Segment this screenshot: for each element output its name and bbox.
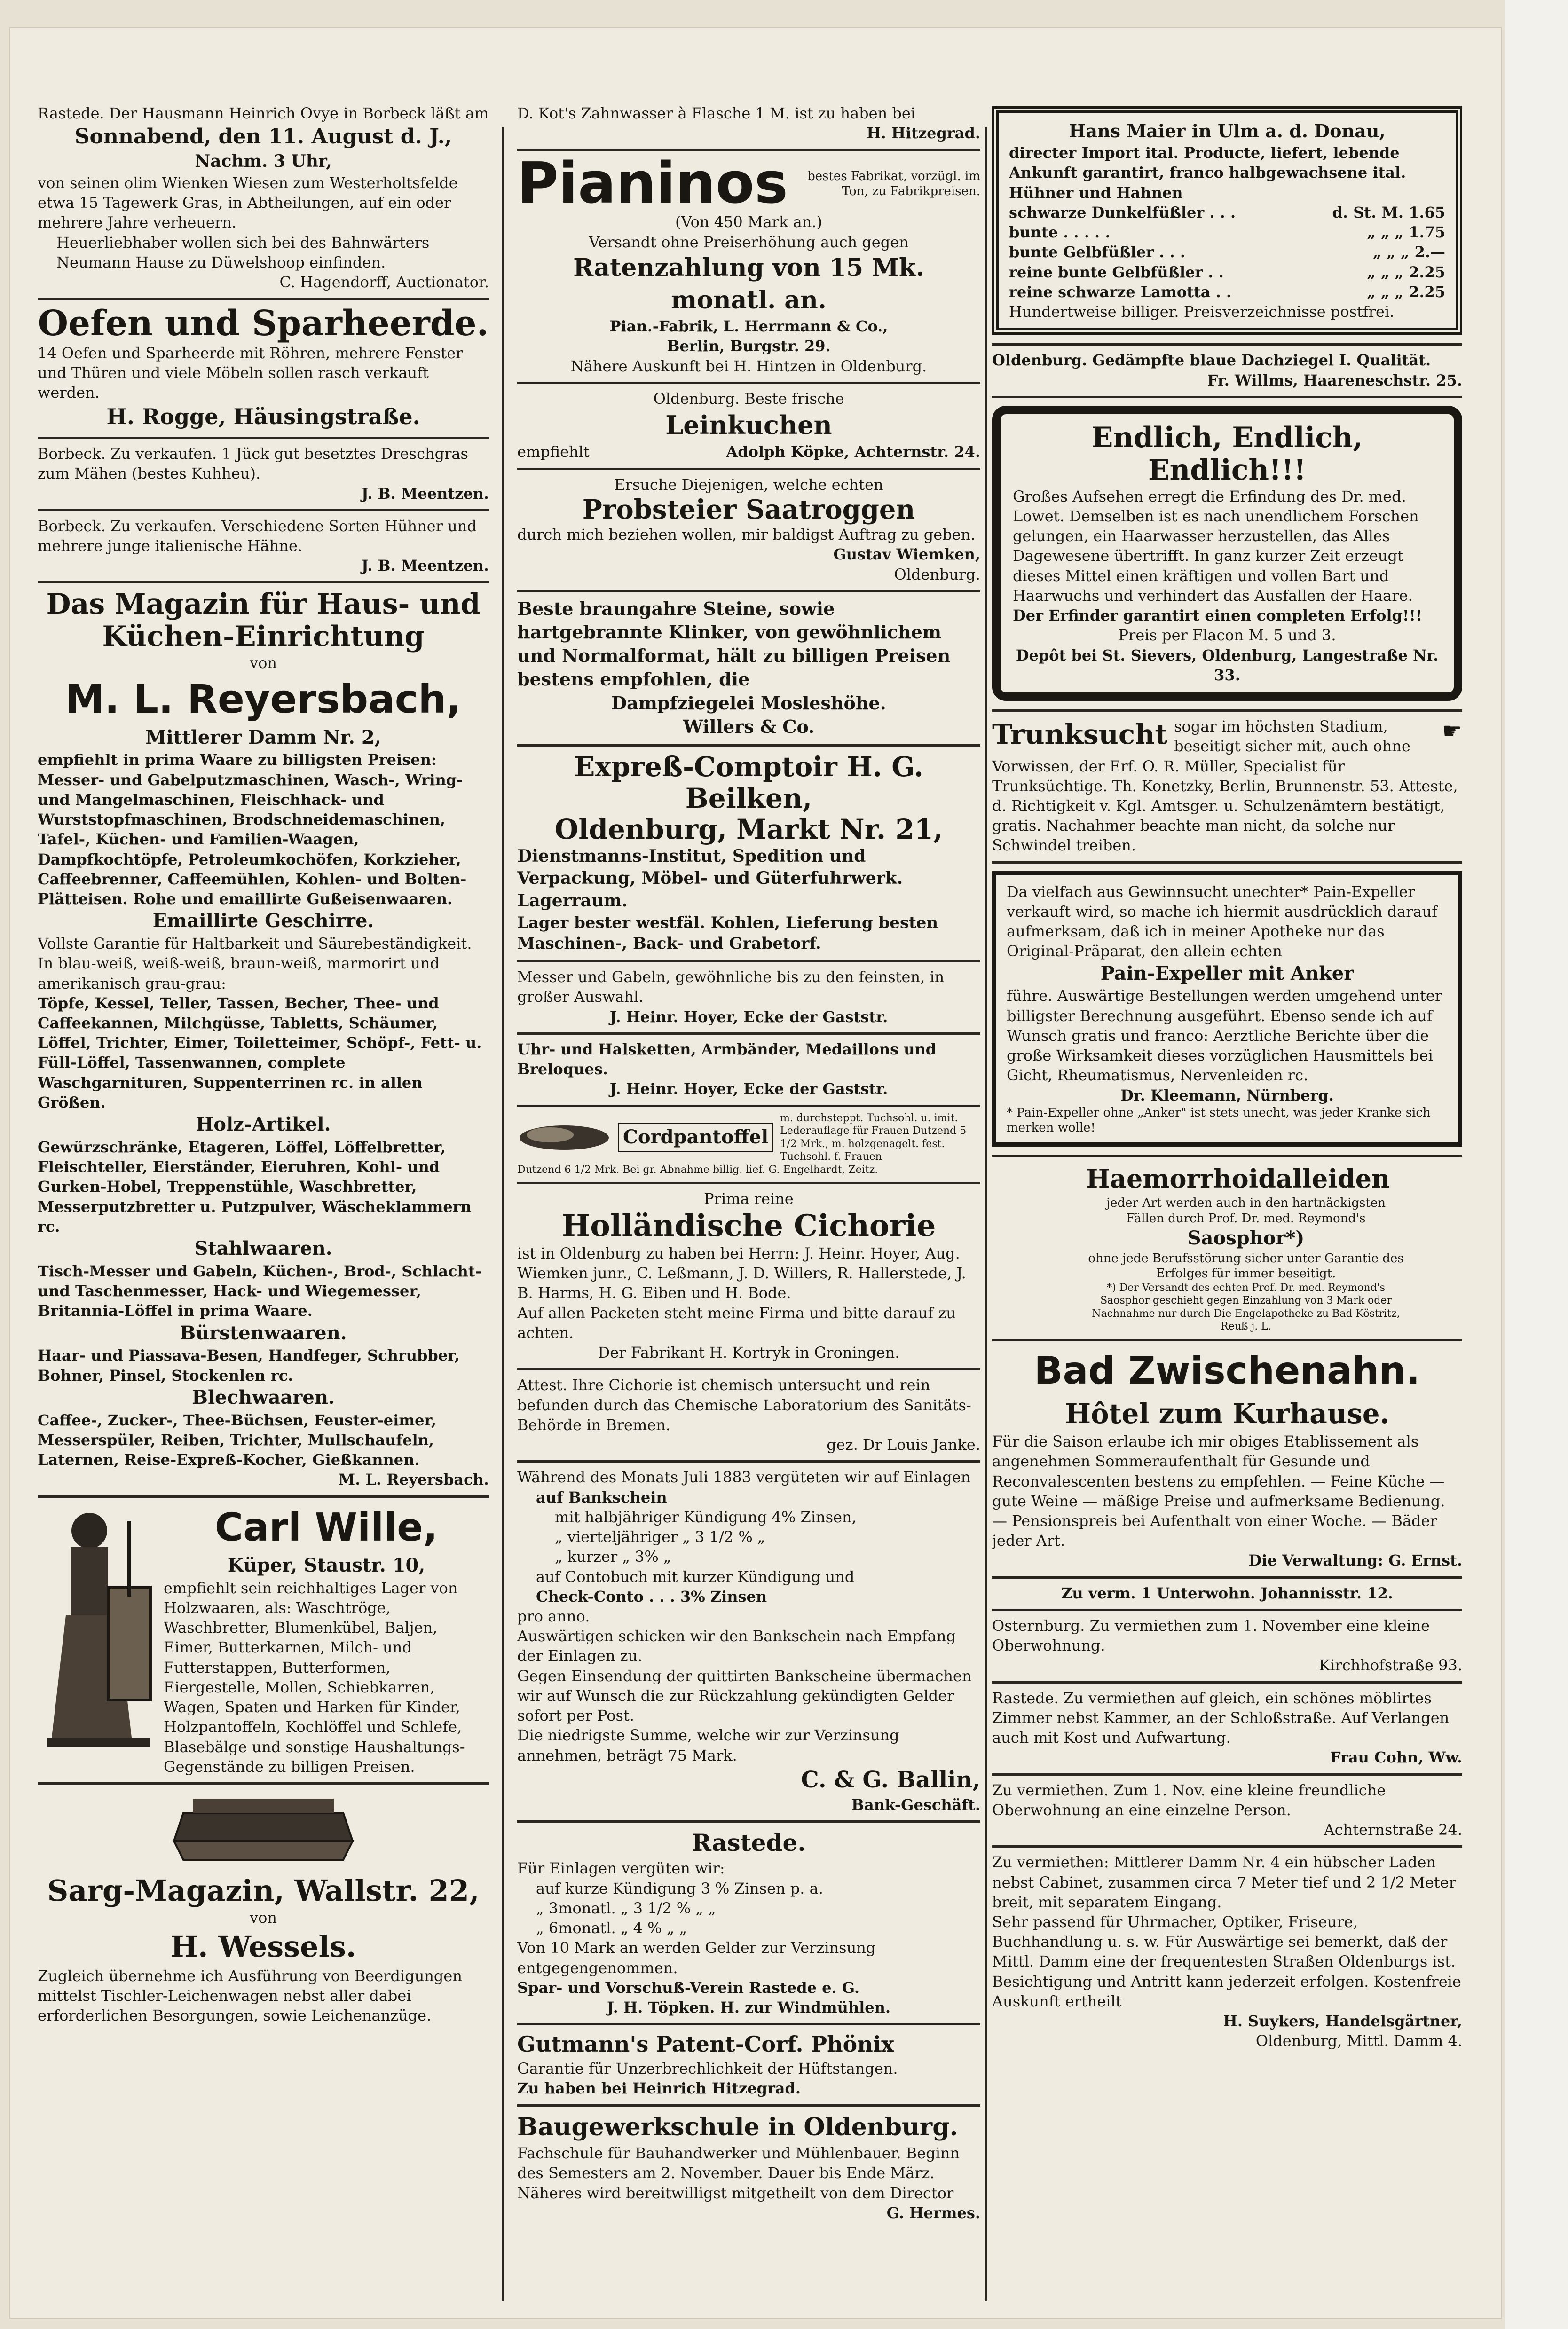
ad-text: Preis per Flacon M. 5 und 3. <box>1118 626 1336 645</box>
ad-text: führe. Auswärtige Bestellungen werden umgehend unter billigster Berechnung ausgeführt. Ebenso sende ich auf Wunsch gratis und franco: Aerztliche Berichte über die große Wirksamkeit dieses vorzüglichen Hausmittels bei Gicht, Rheumatismus, Nervenleiden rc. <box>1007 987 1442 1085</box>
column-rule <box>985 127 987 2301</box>
ad-firm: H. Wessels. <box>170 1929 356 1964</box>
ad-text: Caffee-, Zucker-, Thee-Büchsen, Feuster-eimer, Messerspüler, Reiben, Trichter, Mullschaufeln, Laternen, Reise-Expreß-Kocher, Gießkannen. <box>38 1411 437 1469</box>
ad-text: Dienstmanns-Institut, Spedition und Verpackung, Möbel- und Güterfuhrwerk. Lagerraum. <box>517 846 903 911</box>
ad-heading: Emaillirte Geschirre. <box>152 910 374 932</box>
ad-product: Saosphor*) <box>1187 1227 1305 1250</box>
ad-text: Rastede. Zu vermiethen auf gleich, ein schönes möblirtes Zimmer nebst Kammer, an der Schloßstraße. Auf Verlangen auch mit Kost und Aufwartung. <box>992 1689 1450 1747</box>
ad-text: pro anno. <box>517 1607 590 1625</box>
ad-heading: Stahlwaaren. <box>194 1237 332 1260</box>
ad-text: Borbeck. Zu verkaufen. Verschiedene Sorten Hühner und mehrere junge italienische Hähne. <box>38 517 477 555</box>
ad-title: Pain-Expeller mit Anker <box>1100 962 1354 984</box>
ad-text: Check-Conto . . . 3% Zinsen <box>536 1587 767 1605</box>
ad-uhrketten <box>517 1035 980 1107</box>
price-row: reine bunte Gelbfüßler . . „ „ „ 2.25 <box>1009 263 1445 281</box>
ad-signature: Zu haben bei Heinrich Hitzegrad. <box>517 2079 801 2098</box>
ad-rastede-sparverein <box>517 1823 980 2025</box>
ad-signature: Depôt bei St. Sievers, Oldenburg, Langestraße Nr. 33. <box>1016 646 1439 684</box>
ad-text: Gewürzschränke, Etageren, Löffel, Löffelbretter, Fleischteller, Eierständer, Eieruhren, Kohl- und Gurken-Hobel, Treppenstühle, Waschbretter, Messerputzbretter u. Putzpulver, Wäscheklammern rc. <box>38 1138 472 1235</box>
ad-text: ist in Oldenburg zu haben bei Herrn: J. Heinr. Hoyer, Aug. Wiemken junr., C. Leßmann, J. D. Willers, R. Hallerstede, J. B. Harms, H. G. Eiben und H. Bode. <box>517 1244 966 1302</box>
ad-gutmann-corset <box>517 2025 980 2106</box>
ad-rastede-grass <box>38 99 489 300</box>
ad-title: Sarg-Magazin, Wallstr. 22, <box>47 1873 480 1908</box>
ad-title: Expreß-Comptoir H. G. Beilken, <box>574 750 923 814</box>
ad-text: „ vierteljähriger „ 3 1/2 % „ <box>555 1528 765 1546</box>
ad-text: Oldenburg, Mittl. Damm 4. <box>1255 2032 1462 2050</box>
ad-title: Oefen und Sparheerde. <box>38 303 489 344</box>
ad-signature: J. B. Meentzen. <box>361 557 489 575</box>
price-row: bunte Gelbfüßler . . . „ „ „ 2.— <box>1009 243 1445 261</box>
ad-ziegelei <box>517 592 980 747</box>
ad-firm: C. & G. Ballin, <box>801 1766 980 1793</box>
ad-address: Mittlerer Damm Nr. 2, <box>145 726 381 748</box>
ad-firm: Pian.-Fabrik, L. Herrmann & Co., <box>609 317 888 336</box>
ad-text: * Pain-Expeller ohne „Anker" ist stets unecht, was jeder Kranke sich merken wolle! <box>1007 1105 1431 1135</box>
ad-text: Da vielfach aus Gewinnsucht unechter* Pain-Expeller verkauft wird, so mache ich hiermit ausdrücklich darauf aufmerksam, daß ich in meiner Apotheke nur das Original-Präparat, den allein echten <box>1007 882 1437 960</box>
coffin-illustration <box>38 1789 489 1874</box>
ad-text: Oldenburg. Gedämpfte blaue Dachziegel I. Qualität. <box>992 351 1431 370</box>
ad-text: Attest. Ihre Cichorie ist chemisch untersucht und rein befunden durch das Chemische Laboratorium des Sanitäts-Behörde in Bremen. <box>517 1376 971 1434</box>
ad-text: sogar im höchsten Stadium, beseitigt sicher mit, auch ohne Vorwissen, der Erf. O. R. Müller, Specialist für Trunksüchtige. Th. Konetzky, Berlin, Brunnenstr. 53. Atteste, d. Richtigkeit v. Kgl. Amtsger. u. Schulzenämtern bestätigt, gratis. Nachahmer beachte man nicht, da solche nur Schwindel treiben. <box>992 717 1458 855</box>
ad-text: „ kurzer „ 3% „ <box>555 1548 671 1566</box>
ad-title: Cordpantoffel <box>618 1123 773 1152</box>
ad-title: Rastede. <box>692 1829 806 1857</box>
ad-signature: J. H. Töpken. H. zur Windmühlen. <box>607 1999 891 2017</box>
ad-text: durch mich beziehen wollen, mir baldigst Auftrag zu geben. <box>517 526 976 544</box>
ad-cordpantoffel <box>517 1107 980 1185</box>
ad-title: Pianinos <box>517 151 788 217</box>
ad-subtitle: Hôtel zum Kurhause. <box>1065 1397 1389 1430</box>
ad-unterwohnung <box>992 1579 1462 1611</box>
ad-title: Baugewerkschule in Oldenburg. <box>517 2112 958 2141</box>
ad-carl-wille <box>38 1498 489 1785</box>
ad-ballin-bank <box>517 1463 980 1823</box>
ad-text: Während des Monats Juli 1883 vergüteten wir auf Einlagen <box>517 1468 971 1487</box>
ad-text: Zu verm. 1 Unterwohn. Johannisstr. 12. <box>1061 1584 1393 1602</box>
ad-haarwasser <box>992 398 1462 712</box>
ad-signature: H. Hitzegrad. <box>867 124 980 142</box>
ad-express-comptoir <box>517 747 980 962</box>
ad-text: Versandt ohne Preiserhöhung auch gegen <box>589 233 909 251</box>
ad-signature: gez. Dr Louis Janke. <box>827 1436 980 1454</box>
ad-title: Holländische Cichorie <box>561 1208 936 1244</box>
ad-address: Berlin, Burgstr. 29. <box>667 337 831 355</box>
scan-margin <box>1505 0 1568 2329</box>
ad-text: jeder Art werden auch in den hartnäckigsten Fällen durch Prof. Dr. med. Reymond's <box>1106 1196 1386 1226</box>
price-row: bunte . . . . . „ „ „ 1.75 <box>1009 223 1445 242</box>
ad-pain-expeller <box>992 864 1462 1157</box>
ad-saosphor <box>992 1157 1462 1341</box>
ad-text: Fachschule für Bauhandwerker und Mühlenbauer. Beginn des Semesters am 2. November. Dauer bis Ende März. Näheres wird bereitwilligst mitgetheilt von dem Director <box>517 2144 960 2202</box>
ad-text: mit halbjähriger Kündigung 4% Zinsen, <box>555 1508 857 1526</box>
ad-text: Besichtigung und Antritt kann jederzeit erfolgen. Kostenfreie Auskunft ertheilt <box>992 1972 1461 2010</box>
ad-oefen <box>38 300 489 439</box>
ad-reyersbach <box>38 583 489 1497</box>
ad-signature: J. Heinr. Hoyer, Ecke der Gaststr. <box>609 1007 888 1026</box>
ad-heading: Blechwaaren. <box>192 1386 335 1408</box>
ad-heading: Holz-Artikel. <box>196 1113 331 1136</box>
ad-text: Tisch-Messer und Gabeln, Küchen-, Brod-, Schlacht- und Taschenmesser, Hack- und Wiegemesser, Britannia-Löffel in prima Waare. <box>38 1262 481 1320</box>
ad-baugewerkschule <box>517 2107 980 2229</box>
ad-borbeck-1 <box>38 439 489 511</box>
ad-text: Zu vermiethen. Zum 1. Nov. eine kleine freundliche Oberwohnung an eine einzelne Person. <box>992 1781 1386 1819</box>
ad-oberwohnung <box>992 1776 1462 1848</box>
ad-date: Sonnabend, den 11. August d. J., <box>74 125 452 149</box>
ad-firm: Spar- und Vorschuß-Verein Rastede e. G. <box>517 1978 860 1997</box>
ad-signature: Fr. Willms, Haareneschstr. 25. <box>1207 371 1462 389</box>
ad-text: Für die Saison erlaube ich mir obiges Etablissement als angenehmen Sommeraufenthalt für Gesunde und Reconvalescenten bestens zu empfehlen. — Feine Küche — gute Weine — mäßige Preise und aufmerksame Bedienung. — Pensionspreis bei Aufenthalt von einer Woche. — Bäder jeder Art. <box>992 1432 1445 1550</box>
ad-firm: M. L. Reyersbach, <box>65 676 462 722</box>
ad-signature: Der Fabrikant H. Kortryk in Groningen. <box>598 1344 900 1362</box>
ad-text: Töpfe, Kessel, Teller, Tassen, Becher, Thee- und Caffeekannen, Milchgüsse, Tabletts, Schäumer, Löffel, Trichter, Eimer, Toiletteimer, Schöpf-, Fett- u. Füll-Löffel, Tassenwannen, complete Waschgarnituren, Suppenterrinen rc. in allen Größen. <box>38 994 482 1111</box>
ad-text: Für Einlagen vergüten wir: <box>517 1859 725 1878</box>
ad-signature: H. Suykers, Handelsgärtner, <box>1223 2012 1462 2030</box>
column-1 <box>38 99 489 2310</box>
ad-messer-gabeln <box>517 962 980 1035</box>
ad-text: Auswärtigen schicken wir den Bankschein nach Empfang der Einlagen zu. <box>517 1627 956 1665</box>
ad-text: Osternburg. Zu vermiethen zum 1. November eine kleine Oberwohnung. <box>992 1616 1430 1655</box>
ad-text: Messer und Gabeln, gewöhnliche bis zu den feinsten, in großer Auswahl. <box>517 968 945 1006</box>
ad-text: Hundertweise billiger. Preisverzeichnisse postfrei. <box>1009 303 1395 321</box>
ad-text: Beste braungahre Steine, sowie hartgebrannte Klinker, von gewöhnlichem und Normalformat, hält zu billigen Preisen bestens empfohlen, die <box>517 598 951 690</box>
ad-text: Sehr passend für Uhrmacher, Optiker, Friseure, Buchhandlung u. s. w. Für Auswärtige sei bemerkt, daß der Mittl. Damm eine der frequentesten Straßen Oldenburgs ist. <box>992 1912 1456 1971</box>
ad-text: Oldenburg. <box>894 565 980 583</box>
ad-hans-maier <box>992 99 1462 346</box>
pointing-hand-icon: ☛ <box>1442 718 1462 745</box>
ad-text: Haar- und Piassava-Besen, Handfeger, Schrubber, Bohner, Pinsel, Stockenlen rc. <box>38 1346 460 1385</box>
ad-signature: Frau Cohn, Ww. <box>1330 1748 1462 1767</box>
ad-signature: Gustav Wiemken, <box>833 545 980 564</box>
ad-heading: Ratenzahlung von 15 Mk. monatl. an. <box>573 253 924 315</box>
ad-text: auf kurze Kündigung 3 % Zinsen p. a. <box>536 1879 823 1897</box>
ad-title: Das Magazin für Haus- und Küchen-Einrichtung <box>46 588 481 653</box>
ad-signature: G. Hermes. <box>886 2203 980 2222</box>
ad-text: ohne jede Berufsstörung sicher unter Garantie des Erfolges für immer beseitigt. <box>1088 1251 1404 1281</box>
ad-pianinos <box>517 151 980 384</box>
ad-signature: Bank-Geschäft. <box>851 1796 980 1814</box>
ad-trunksucht <box>992 712 1462 864</box>
ad-laden <box>992 1848 1462 2056</box>
ad-text: von <box>250 1908 277 1927</box>
ad-text: Dutzend 6 1/2 Mrk. Bei gr. Abnahme billig. lief. G. Engelhardt, Zeitz. <box>517 1164 878 1176</box>
ad-text: empfiehlt <box>517 443 590 461</box>
ad-title: Trunksucht <box>992 718 1168 751</box>
ad-sarg-magazin <box>38 1785 489 2031</box>
ad-text: bestes Fabrikat, vorzügl. im Ton, zu Fabrikpreisen. <box>807 169 980 199</box>
ad-text: directer Import ital. Producte, liefert, lebende Ankunft garantirt, franco halbgewachsene ital. Hühner und Hahnen <box>1009 144 1406 202</box>
ad-title: Carl Wille, <box>214 1505 438 1550</box>
ad-text: Zu vermiethen: Mittlerer Damm Nr. 4 ein hübscher Laden nebst Cabinet, zusammen circa 7 Meter tief und 2 1/2 Meter breit, mit separatem Eingang. <box>992 1853 1456 1911</box>
ad-text: m. durchsteppt. Tuchsohl. u. imit. Lederauflage für Frauen Dutzend 5 1/2 Mrk., m. holzgenagelt. fest. Tuchsohl. f. Frauen <box>780 1112 967 1163</box>
ad-text: empfiehlt sein reichhaltiges Lager von Holzwaaren, als: Waschtröge, Waschbretter, Blumenkübel, Baljen, Eimer, Butterkarnen, Milch- und Futterstappen, Butterformen, Eiergestelle, Mollen, Schiebkarren, Wagen, Spaten und Harken für Kinder, Holzpantoffeln, Kochlöffel und Schlefe, Blasebälge und sonstige Haushaltungs-Gegenstände zu billigen Preisen. <box>164 1579 465 1776</box>
ad-title: Gutmann's Patent-Corf. Phönix <box>517 2031 894 2057</box>
ad-text: 14 Oefen und Sparheerde mit Röhren, mehrere Fenster und Thüren und viele Möbeln sollen rasch verkauft werden. <box>38 344 463 402</box>
ad-signature: Willers & Co. <box>683 716 815 737</box>
ad-text: auf Contobuch mit kurzer Kündigung und <box>536 1567 855 1586</box>
woman-churning-illustration <box>38 1503 155 1770</box>
ad-signature: Dr. Kleemann, Nürnberg. <box>1120 1086 1334 1104</box>
ad-signature: J. B. Meentzen. <box>361 484 489 503</box>
ad-text: empfiehlt in prima Waare zu billigsten Preisen: Messer- und Gabelputzmaschinen, Wasch-, Wring- und Mangelmaschinen, Fleischhack- und Wurststopfmaschinen, Brodschneidemaschinen, Tafel-, Küchen- und Familien-Waagen, Dampfkochtöpfe, Petroleumkochöfen, Korkzieher, Caffeebrenner, Caffeemühlen, Kohlen- und Bolten-Plätteisen. Rohe und emaillirte Gußeisenwaaren. <box>38 751 467 908</box>
ad-zahnwasser <box>517 99 980 151</box>
ad-text: Der Erfinder garantirt einen completen Erfolg!!! <box>1013 606 1423 625</box>
ad-signature: Kirchhofstraße 93. <box>1319 1656 1462 1675</box>
column-2 <box>517 99 980 2310</box>
ad-title: Probsteier Saatroggen <box>582 494 915 525</box>
ad-rastede-zimmer <box>992 1684 1462 1776</box>
ad-title: Bad Zwischenahn. <box>1034 1348 1420 1393</box>
ad-text: D. Kot's Zahnwasser à Flasche 1 M. ist zu haben bei <box>517 104 916 122</box>
ad-text: Garantie für Unzerbrechlichkeit der Hüftstangen. <box>517 2060 898 2078</box>
ad-osternburg <box>992 1611 1462 1684</box>
ad-cichorie <box>517 1184 980 1370</box>
ad-text: auf Bankschein <box>536 1488 667 1506</box>
ad-text: Auf allen Packeten steht meine Firma und bitte darauf zu achten. <box>517 1304 956 1342</box>
ad-title: Leinkuchen <box>665 410 832 441</box>
price-row: reine schwarze Lamotta . . „ „ „ 2.25 <box>1009 283 1445 301</box>
ad-address: Oldenburg, Markt Nr. 21, <box>554 813 943 846</box>
ad-text: *) Der Versandt des echten Prof. Dr. med. Reymond's Saosphor geschieht gegen Einzahlung von 3 Mark oder Nachnahme nur durch Die Engelapotheke zu Bad Köstritz, Reuß j. L. <box>1092 1282 1400 1333</box>
ad-text: Oldenburg. Beste frische <box>653 389 844 408</box>
ad-signature: J. Heinr. Hoyer, Ecke der Gaststr. <box>609 1080 888 1098</box>
ad-title: Hans Maier in Ulm a. d. Donau, <box>1069 120 1386 142</box>
ad-signature: Achternstraße 24. <box>1324 1821 1462 1839</box>
ad-text: Zugleich übernehme ich Ausführung von Beerdigungen mittelst Tischler-Leichenwagen nebst aller dabei erforderlichen Besorgungen, sowie Leichenanzüge. <box>38 1967 462 2025</box>
ad-text: „ 3monatl. „ 3 1/2 % „ „ <box>536 1899 716 1917</box>
ad-text: (Von 450 Mark an.) <box>675 213 822 231</box>
ad-attest <box>517 1370 980 1463</box>
ad-text: Die niedrigste Summe, welche wir zur Verzinsung annehmen, beträgt 75 Mark. <box>517 1726 899 1764</box>
ad-text: Ersuche Diejenigen, welche echten <box>614 475 883 494</box>
ad-text: Großes Aufsehen erregt die Erfindung des Dr. med. Lowet. Demselben ist es nach unendlichem Forschen gelungen, ein Haarwasser herzustellen, das Alles Dagewesene übertrifft. In ganz kurzer Zeit erzeugt dieses Mittel einen kräftigen und vollen Bart und Haarwuchs und verhindert das Ausfallen der Haare. <box>1013 487 1419 605</box>
ad-signature: H. Rogge, Häusingstraße. <box>106 404 420 430</box>
ad-text: von <box>250 654 277 672</box>
ad-text: Von 10 Mark an werden Gelder zur Verzinsung entgegengenommen. <box>517 1939 876 1977</box>
ad-text: Prima reine <box>704 1190 794 1208</box>
ad-text: Lager bester westfäl. Kohlen, Lieferung besten Maschinen-, Back- und Grabetorf. <box>517 913 938 953</box>
ad-signature: C. Hagendorff, Auctionator. <box>279 273 489 291</box>
ad-bad-zwischenahn <box>992 1341 1462 1579</box>
ad-text: Vollste Garantie für Haltbarkeit und Säurebeständigkeit. In blau-weiß, weiß-weiß, braun-weiß, marmorirt und amerikanisch grau-grau: <box>38 935 472 992</box>
ad-text: Nähere Auskunft bei H. Hintzen in Oldenburg. <box>570 357 927 375</box>
ad-text: Gegen Einsendung der quittirten Bankscheine übermachen wir auf Wunsch die zur Rückzahlung gekündigten Gelder sofort per Post. <box>517 1667 972 1725</box>
ad-title: Haemorrhoidalleiden <box>1086 1163 1390 1194</box>
ad-text: „ 6monatl. „ 4 % „ „ <box>536 1919 687 1937</box>
ad-leinkuchen <box>517 384 980 470</box>
price-row: schwarze Dunkelfüßler . . . d. St. M. 1.65 <box>1009 203 1445 221</box>
ad-text: Rastede. Der Hausmann Heinrich Ovye in Borbeck läßt am <box>38 104 489 122</box>
ad-text: Borbeck. Zu verkaufen. 1 Jück gut besetztes Dreschgras zum Mähen (bestes Kuhheu). <box>38 445 468 483</box>
ad-signature: Adolph Köpke, Achternstr. 24. <box>726 443 980 461</box>
ad-time: Nachm. 3 Uhr, <box>195 151 332 172</box>
ad-dachziegel <box>992 346 1462 398</box>
column-rule <box>502 127 504 2301</box>
column-3 <box>992 99 1462 2310</box>
ad-address: Küper, Staustr. 10, <box>227 1554 425 1576</box>
ad-signature: Die Verwaltung: G. Ernst. <box>1248 1551 1462 1570</box>
ad-text: Uhr- und Halsketten, Armbänder, Medaillons und Breloques. <box>517 1040 937 1078</box>
slipper-icon <box>517 1119 611 1157</box>
ad-heading: Bürstenwaaren. <box>180 1322 347 1344</box>
ad-saatroggen <box>517 470 980 592</box>
ad-title: Endlich, Endlich, Endlich!!! <box>1091 421 1363 487</box>
ad-borbeck-2 <box>38 511 489 584</box>
ad-firm: Dampfziegelei Mosleshöhe. <box>611 692 886 714</box>
ad-text: Heuerliebhaber wollen sich bei des Bahnwärters Neumann Hause zu Düwelshoop einfinden. <box>56 233 430 271</box>
ad-text: von seinen olim Wienken Wiesen zum Westerholtsfelde etwa 15 Tagewerk Gras, in Abtheilungen, auf ein oder mehrere Jahre verheuern. <box>38 173 458 232</box>
ad-signature: M. L. Reyersbach. <box>338 1471 489 1489</box>
